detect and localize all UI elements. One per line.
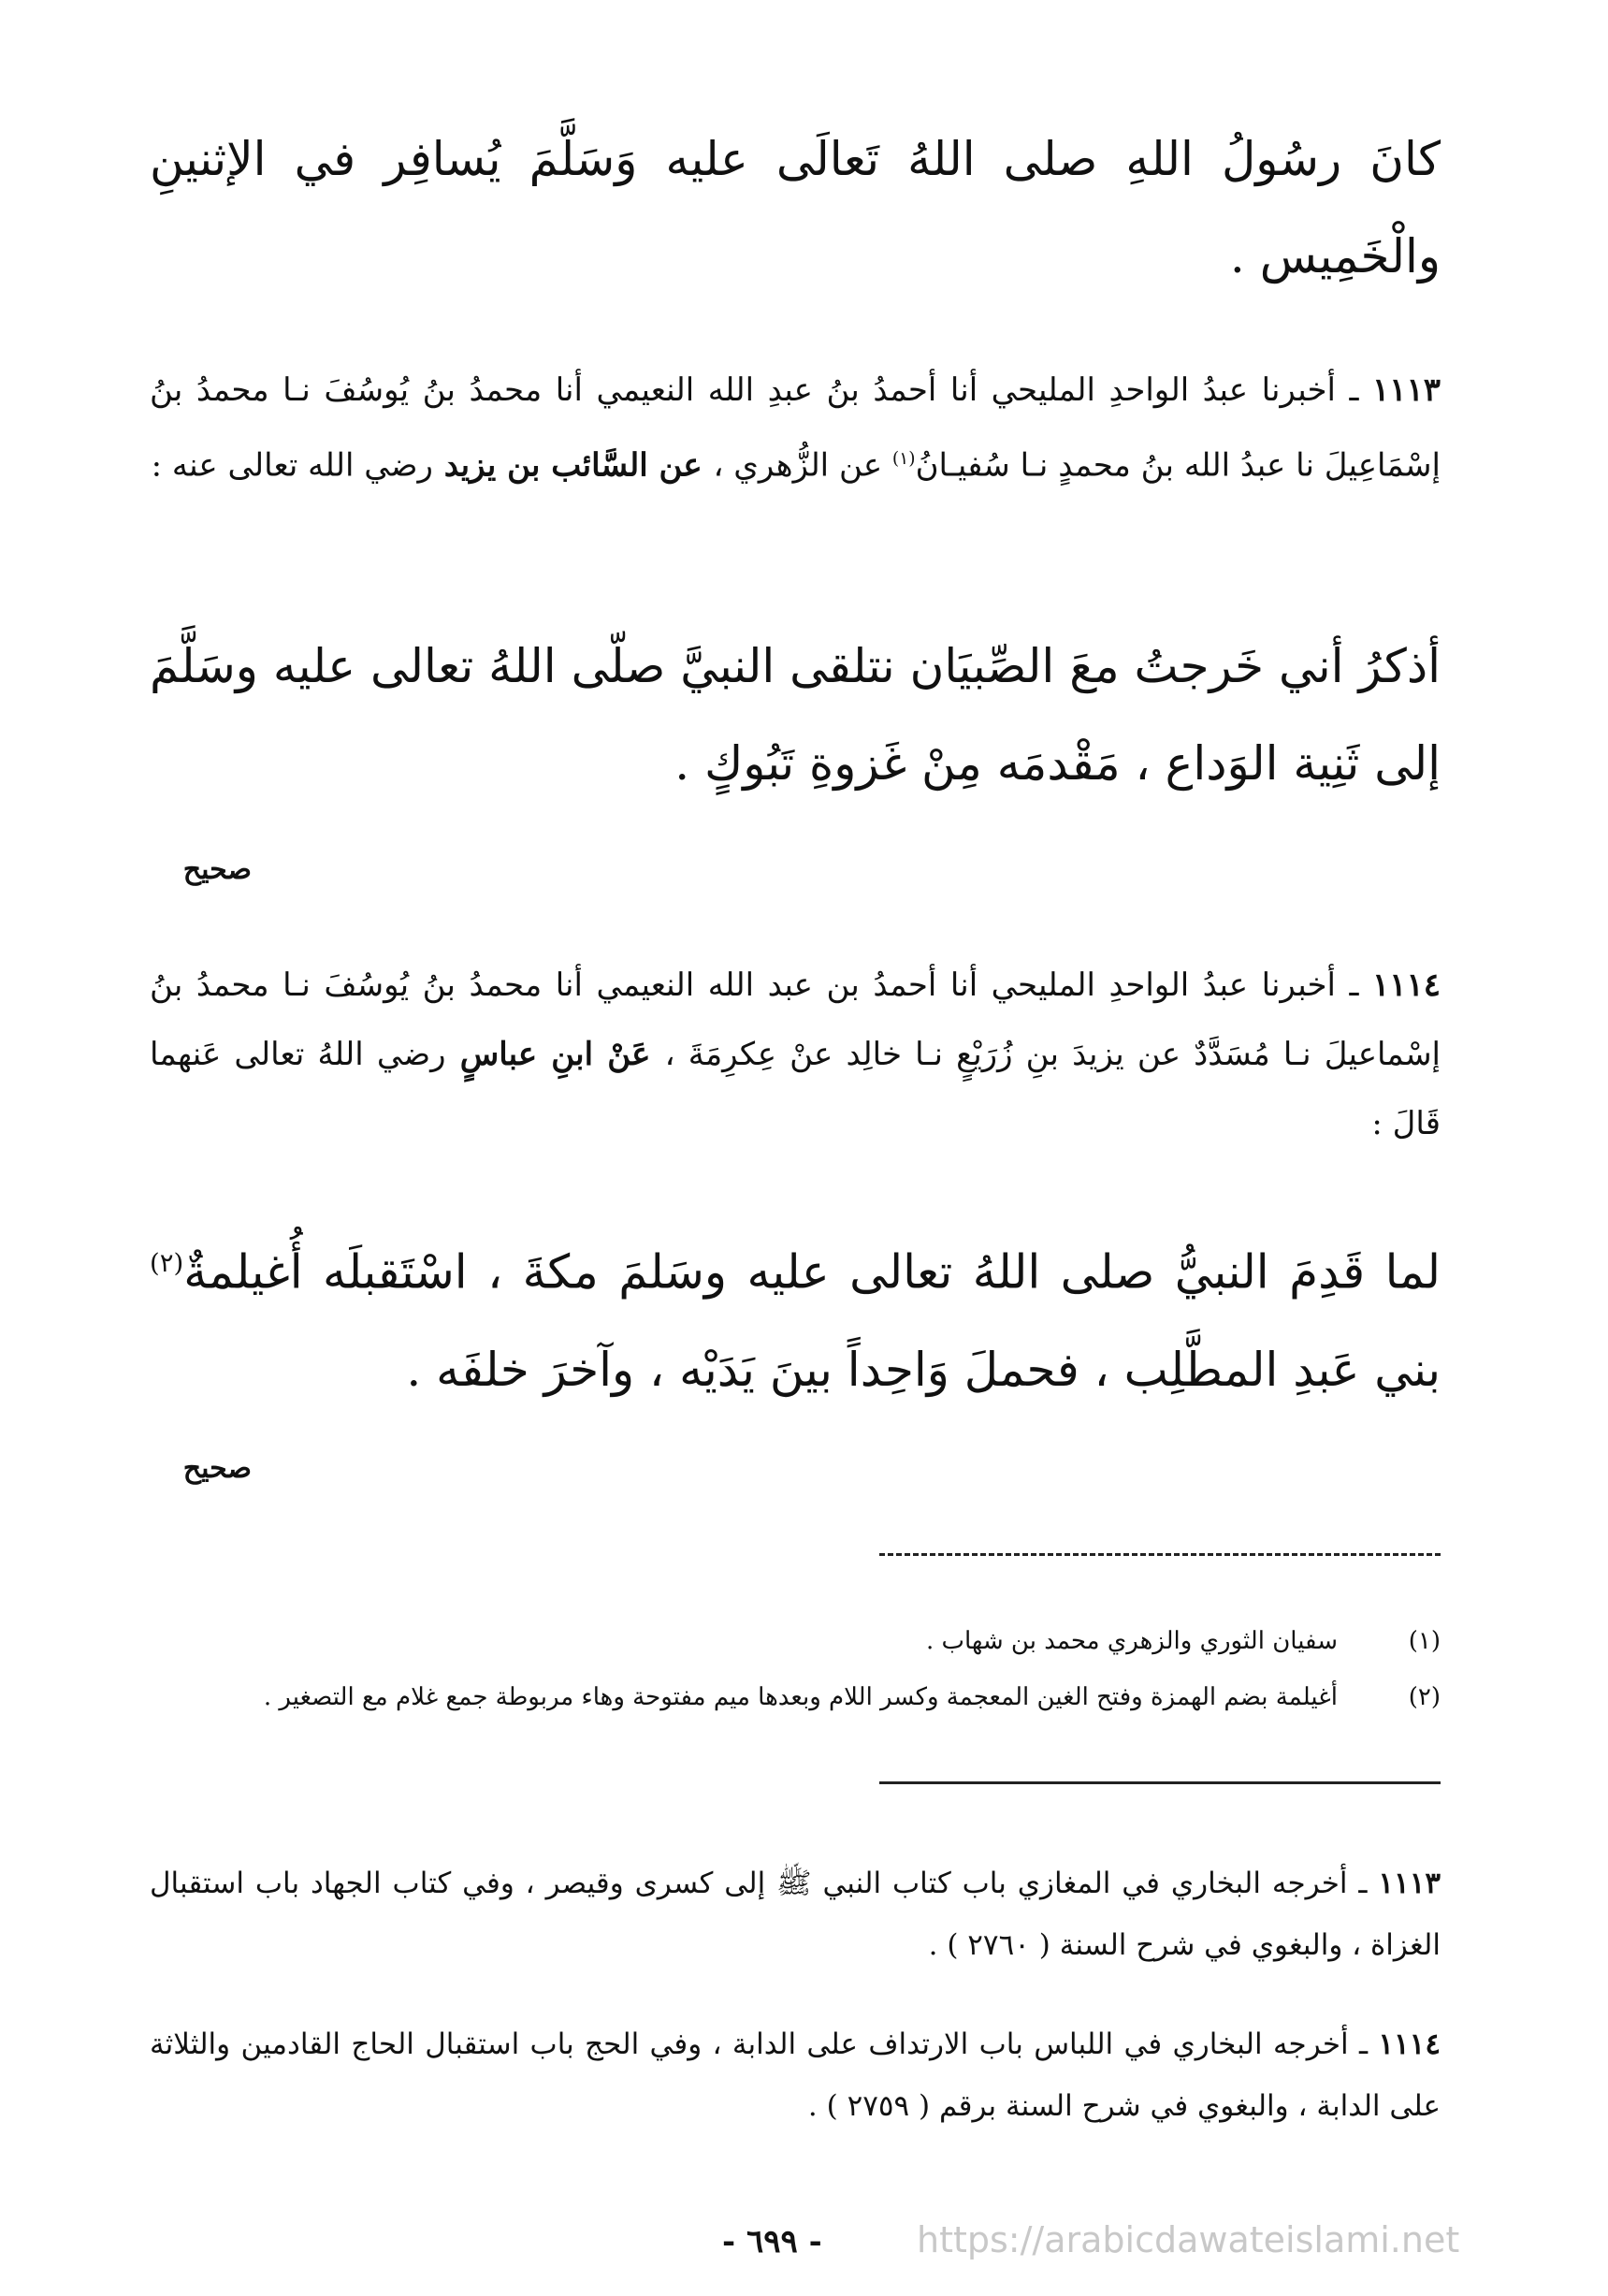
companion-name: عَنْ ابنِ عباسٍ xyxy=(445,1036,665,1073)
takhrij-1113 xyxy=(150,1853,1441,1976)
hadith-grade: صحيح xyxy=(182,1452,252,1485)
footnote-index: (٢) xyxy=(1408,1683,1441,1711)
takhrij-1114 xyxy=(150,2013,1441,2137)
takhrij-number: ١١١٣ xyxy=(1378,1867,1441,1900)
matn-text: كانَ رسُولُ اللهِ صلى اللهُ تَعالَى عليه وَسَلَّمَ يُسافِر في الإثنينِ والْخَمِيس . xyxy=(150,132,1441,283)
hadith-number: ١١١٣ xyxy=(1371,371,1441,409)
page-number: - ٦٩٩ - xyxy=(722,2223,822,2260)
isnad-text: ـ أخبرنا عبدُ الواحدِ المليحي أنا أحمدُ بن عبد الله النعيمي أنا محمدُ بنُ يُوسُفَ نـا محمدُ بنُ إسْماعيلَ نـا مُسَدَّدٌ عن يزيدَ بنِ زُرَيْعٍ نـا خالِد عنْ عِكرِمَةَ ، xyxy=(150,966,1441,1073)
takhrij-text: ـ أخرجه البخاري في اللباس باب الارتداف على الدابة ، وفي الحج باب استقبال الحاج القادمين والثلاثة على الدابة ، والبغوي في شرح السنة برقم ( ٢٧٥٩ ) . xyxy=(150,2027,1441,2123)
matn-text: بني عَبدِ المطَّلِب ، فحملَ وَاحِداً بينَ يَدَيْه ، وآخرَ خلفَه . xyxy=(406,1342,1441,1397)
footnote-index: (١) xyxy=(1408,1627,1441,1655)
isnad-1114 xyxy=(150,951,1441,1158)
takhrij-number: ١١١٤ xyxy=(1378,2027,1441,2061)
footnote-separator xyxy=(879,1553,1441,1556)
companion-name: عن السَّائب بن يزيد xyxy=(432,446,714,485)
website-watermark: https://arabicdawateislami.net xyxy=(917,2219,1460,2260)
footnote-ref: (٢) xyxy=(150,1248,184,1278)
matn-text: لما قَدِمَ النبيُّ صلى اللهُ تعالى عليه وسَلمَ مكةَ ، اسْتَقبلَه أُغيلمةٌ xyxy=(183,1244,1441,1300)
matn-1113 xyxy=(150,618,1441,812)
hadith-grade: صحيح xyxy=(182,853,252,886)
matn-1114 xyxy=(150,1214,1441,1418)
hadith-text-continued xyxy=(150,110,1441,305)
isnad-1113 xyxy=(150,356,1441,500)
isnad-text: عن الزُّهري ، xyxy=(713,446,892,485)
takhrij-text: ـ أخرجه البخاري في المغازي باب كتاب النبي ﷺ إلى كسرى وقيصر ، وفي كتاب الجهاد باب استقبال الغزاة ، والبغوي في شرح السنة ( ٢٧٦٠ ) . xyxy=(150,1867,1441,1962)
isnad-text: رضي الله تعالى عنه : xyxy=(151,446,433,485)
isnad-text: رضي اللهُ تعالى عَنهما قَالَ : xyxy=(150,1036,1441,1142)
matn-text: أذكرُ أني خَرجتُ معَ الصِّبيَان نتلقى النبيَّ صلّى اللهُ تعالى عليه وسَلَّمَ إلى ثَنِية الوَداع ، مَقْدمَه مِنْ غَزوةِ تَبُوكٍ . xyxy=(150,639,1441,791)
footnote-ref: (١) xyxy=(891,449,916,469)
footnote-text: سفيان الثوري والزهري محمد بن شهاب . xyxy=(925,1627,1338,1655)
hadith-number: ١١١٤ xyxy=(1371,966,1441,1004)
isnad-text: ـ أخبرنا عبدُ الواحدِ المليحي أنا أحمدُ بنُ عبدِ الله النعيمي أنا محمدُ بنُ يُوسُفَ نـا محمدُ بنُ إسْمَاعِيلَ نا عبدُ الله بنُ محمدٍ نـا سُفيـانُ xyxy=(150,371,1441,485)
takhrij-separator xyxy=(879,1781,1441,1784)
footnote-text: أغيلمة بضم الهمزة وفتح الغين المعجمة وكسر اللام وبعدها ميم مفتوحة وهاء مربوطة جمع غلام مع التصغير . xyxy=(263,1683,1338,1711)
